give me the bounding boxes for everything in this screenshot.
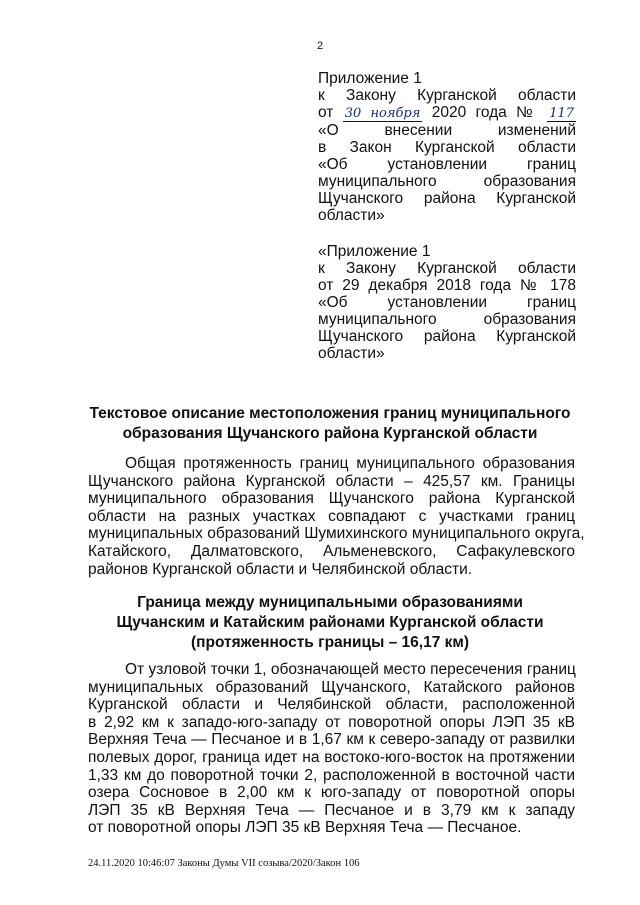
appendix-law-ref: к Закону Курганской области	[318, 87, 576, 104]
section-title-line-3: (протяженность границы – 16,17 км)	[190, 634, 470, 651]
intro-line-2: Щучанского района Курганской области – 425,57 км. Границы	[88, 472, 575, 490]
orig-title-line-1: «Об установлении границ	[318, 294, 576, 311]
intro-line-5: муниципальных образований Шумихинского муниципального округа,	[88, 525, 585, 543]
appendix-label: Приложение 1	[318, 70, 422, 87]
appendix-amend-line-1: «О внесении изменений	[318, 122, 576, 139]
intro-line-3: муниципального образования Щучанского района Курганской	[88, 490, 575, 508]
intro-line-1: Общая протяженность границ муниципального образования	[125, 455, 575, 472]
handwritten-number: 117	[549, 106, 575, 121]
intro-line-4: области на разных участках совпадают с участками границ	[88, 507, 575, 525]
appendix-amend-line-5: Щучанского района Курганской	[318, 190, 576, 207]
section-title-line-1: Граница между муниципальными образованиями	[137, 594, 523, 611]
section-line-2: муниципальных образований Щучанского, Катайского районов	[88, 678, 575, 696]
orig-title-line-3: Щучанского района Курганской	[318, 328, 576, 345]
date-year: 2020 года №	[431, 104, 538, 121]
date-prefix: от	[318, 104, 334, 121]
orig-date-line: от 29 декабря 2018 года № 178	[318, 277, 576, 294]
handwritten-date: 30 ноября	[344, 106, 421, 121]
main-title	[80, 404, 580, 444]
section-paragraph	[88, 661, 575, 837]
section-line-9: ЛЭП 35 кВ Верхняя Теча — Песчаное и в 3,79 км к западу	[88, 801, 575, 819]
orig-appendix-label: «Приложение 1	[318, 243, 431, 260]
section-line-5: Верхняя Теча — Песчаное и в 1,67 км к северо-западу от развилки	[88, 731, 575, 749]
appendix-amend-line-3: «Об установлении границ	[318, 156, 576, 173]
orig-title-line-2: муниципального образования	[318, 311, 576, 328]
footer-stamp: 24.11.2020 10:46:07 Законы Думы VII созыва/2020/Закон 106	[88, 858, 360, 869]
appendix-date-line	[318, 104, 576, 122]
intro-line-6: Катайского, Далматовского, Альменевского, Сафакулевского	[88, 542, 575, 560]
section-title-line-2: Щучанским и Катайским районами Курганской области	[116, 614, 544, 631]
section-line-4: в 2,92 км к западо-юго-западу от поворотной опоры ЛЭП 35 кВ	[88, 713, 575, 731]
appendix-amend-line-4: муниципального образования	[318, 173, 576, 190]
main-title-line-2: образования Щучанского района Курганской области	[122, 425, 538, 442]
main-title-line-1: Текстовое описание местоположения границ муниципального	[89, 405, 571, 422]
appendix-current-header	[318, 70, 576, 224]
intro-paragraph	[88, 455, 585, 578]
orig-title-line-4: области»	[318, 345, 385, 362]
appendix-amend-line-2: в Закон Курганской области	[318, 139, 576, 156]
section-line-7: 1,33 км до поворотной точки 2, расположенной в восточной части	[88, 766, 575, 784]
appendix-amend-line-6: области»	[318, 207, 385, 224]
section-line-10: от поворотной опоры ЛЭП 35 кВ Верхняя Теча — Песчаное.	[88, 819, 522, 837]
appendix-original-header	[318, 243, 576, 362]
section-line-6: полевых дорог, граница идет на востоко-юго-восток на протяжении	[88, 748, 575, 766]
intro-line-7: районов Курганской области и Челябинской области.	[88, 560, 473, 578]
page-number: 2	[316, 40, 324, 52]
section-line-1: От узловой точки 1, обозначающей место пересечения границ	[125, 661, 576, 678]
section-line-8: озера Сосновое в 2,00 км к юго-западу от поворотной опоры	[88, 784, 575, 802]
section-title	[80, 593, 580, 653]
section-line-3: Курганской области и Челябинской области, расположенной	[88, 696, 575, 714]
orig-law-ref: к Закону Курганской области	[318, 260, 576, 277]
